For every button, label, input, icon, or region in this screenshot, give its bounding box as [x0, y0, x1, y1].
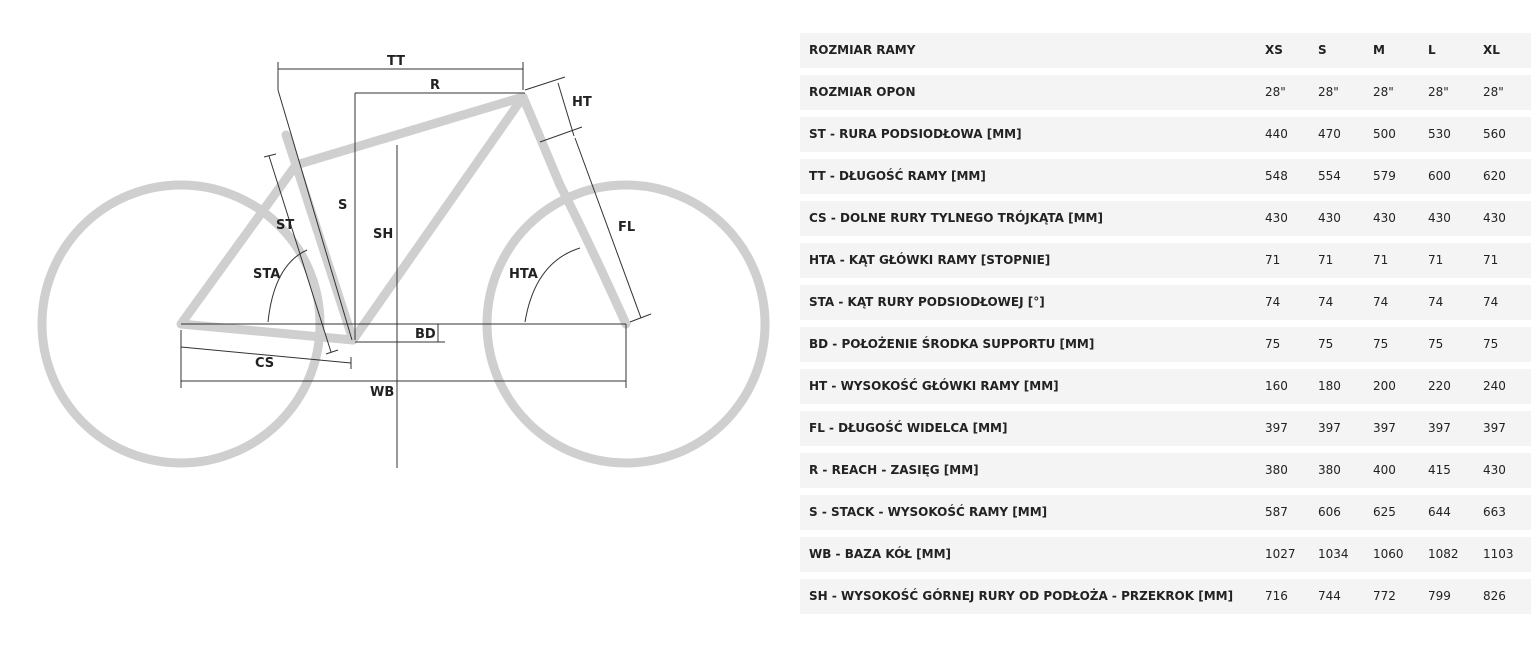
row-label: S - STACK - WYSOKOŚĆ RAMY [MM] — [800, 495, 1265, 530]
value-cell: 1027 — [1265, 537, 1318, 572]
value-cell: 826 — [1483, 579, 1531, 614]
table-row — [800, 495, 1531, 530]
value-cell: 180 — [1318, 369, 1373, 404]
value-cell: 625 — [1373, 495, 1428, 530]
value-cell: 28" — [1318, 75, 1373, 110]
row-label: ROZMIAR OPON — [800, 75, 1265, 110]
value-cell: 799 — [1428, 579, 1483, 614]
value-cell: 28" — [1483, 75, 1531, 110]
value-cell: 75 — [1265, 327, 1318, 362]
value-cell: 75 — [1318, 327, 1373, 362]
table-row — [800, 201, 1531, 236]
value-cell: 74 — [1428, 285, 1483, 320]
label-fl: FL — [618, 220, 636, 235]
size-header-cell: XS — [1265, 33, 1318, 68]
value-cell: 600 — [1428, 159, 1483, 194]
row-label: FL - DŁUGOŚĆ WIDELCA [MM] — [800, 411, 1265, 446]
value-cell: 397 — [1483, 411, 1531, 446]
table-row — [800, 369, 1531, 404]
value-cell: 440 — [1265, 117, 1318, 152]
value-cell: 644 — [1428, 495, 1483, 530]
value-cell: 500 — [1373, 117, 1428, 152]
row-label: TT - DŁUGOŚĆ RAMY [MM] — [800, 159, 1265, 194]
seat-post — [286, 135, 296, 165]
value-cell: 430 — [1318, 201, 1373, 236]
value-cell: 71 — [1428, 243, 1483, 278]
row-label: HT - WYSOKOŚĆ GŁÓWKI RAMY [MM] — [800, 369, 1265, 404]
value-cell: 430 — [1428, 201, 1483, 236]
value-cell: 28" — [1428, 75, 1483, 110]
value-cell: 1082 — [1428, 537, 1483, 572]
value-cell: 380 — [1265, 453, 1318, 488]
table-row — [800, 453, 1531, 488]
value-cell: 579 — [1373, 159, 1428, 194]
value-cell: 75 — [1428, 327, 1483, 362]
value-cell: 75 — [1483, 327, 1531, 362]
row-label: STA - KĄT RURY PODSIODŁOWEJ [°] — [800, 285, 1265, 320]
value-cell: 554 — [1318, 159, 1373, 194]
value-cell: 74 — [1483, 285, 1531, 320]
value-cell: 397 — [1318, 411, 1373, 446]
table-row — [800, 537, 1531, 572]
value-cell: 71 — [1265, 243, 1318, 278]
row-label: BD - POŁOŻENIE ŚRODKA SUPPORTU [MM] — [800, 327, 1265, 362]
value-cell: 606 — [1318, 495, 1373, 530]
value-cell: 1103 — [1483, 537, 1531, 572]
value-cell: 71 — [1483, 243, 1531, 278]
value-cell: 620 — [1483, 159, 1531, 194]
value-cell: 430 — [1483, 201, 1531, 236]
value-cell: 397 — [1373, 411, 1428, 446]
value-cell: 1060 — [1373, 537, 1428, 572]
value-cell: 530 — [1428, 117, 1483, 152]
row-label: HTA - KĄT GŁÓWKI RAMY [STOPNIE] — [800, 243, 1265, 278]
row-label: R - REACH - ZASIĘG [MM] — [800, 453, 1265, 488]
row-label: ST - RURA PODSIODŁOWA [MM] — [800, 117, 1265, 152]
label-ht: HT — [572, 95, 592, 110]
value-cell: 74 — [1318, 285, 1373, 320]
geometry-table-body — [800, 33, 1531, 614]
table-row — [800, 411, 1531, 446]
label-cs: CS — [255, 356, 275, 371]
row-label: WB - BAZA KÓŁ [MM] — [800, 537, 1265, 572]
table-row — [800, 159, 1531, 194]
table-header-row — [800, 33, 1531, 68]
value-cell: 663 — [1483, 495, 1531, 530]
label-hta: HTA — [509, 267, 538, 282]
value-cell: 380 — [1318, 453, 1373, 488]
table-row — [800, 285, 1531, 320]
label-wb: WB — [370, 385, 395, 400]
row-label: SH - WYSOKOŚĆ GÓRNEJ RURY OD PODŁOŻA - PRZEKROK [MM] — [800, 579, 1265, 614]
value-cell: 75 — [1373, 327, 1428, 362]
value-cell: 28" — [1373, 75, 1428, 110]
hta-arc — [525, 248, 580, 322]
value-cell: 397 — [1265, 411, 1318, 446]
value-cell: 28" — [1265, 75, 1318, 110]
row-label: CS - DOLNE RURY TYLNEGO TRÓJKĄTA [MM] — [800, 201, 1265, 236]
value-cell: 560 — [1483, 117, 1531, 152]
label-tt: TT — [387, 54, 406, 69]
size-header-cell: S — [1318, 33, 1373, 68]
label-bd: BD — [415, 327, 436, 342]
value-cell: 240 — [1483, 369, 1531, 404]
table-row — [800, 117, 1531, 152]
value-cell: 716 — [1265, 579, 1318, 614]
dimension-lines — [181, 62, 651, 468]
size-header-cell: XL — [1483, 33, 1531, 68]
value-cell: 470 — [1318, 117, 1373, 152]
size-header-cell: M — [1373, 33, 1428, 68]
value-cell: 430 — [1265, 201, 1318, 236]
value-cell: 1034 — [1318, 537, 1373, 572]
value-cell: 400 — [1373, 453, 1428, 488]
label-sta: STA — [253, 267, 281, 282]
size-header-cell: L — [1428, 33, 1483, 68]
geometry-table — [800, 26, 1531, 621]
row-label: ROZMIAR RAMY — [800, 33, 1265, 68]
value-cell: 220 — [1428, 369, 1483, 404]
value-cell: 71 — [1318, 243, 1373, 278]
value-cell: 160 — [1265, 369, 1318, 404]
value-cell: 415 — [1428, 453, 1483, 488]
value-cell: 74 — [1373, 285, 1428, 320]
value-cell: 587 — [1265, 495, 1318, 530]
label-r: R — [430, 78, 441, 93]
label-st: ST — [276, 218, 295, 233]
table-row — [800, 579, 1531, 614]
value-cell: 430 — [1483, 453, 1531, 488]
value-cell: 397 — [1428, 411, 1483, 446]
table-row — [800, 327, 1531, 362]
value-cell: 74 — [1265, 285, 1318, 320]
label-sh: SH — [373, 227, 394, 242]
table-row — [800, 75, 1531, 110]
label-s: S — [338, 198, 348, 213]
frame — [181, 97, 626, 340]
value-cell: 548 — [1265, 159, 1318, 194]
value-cell: 430 — [1373, 201, 1428, 236]
value-cell: 744 — [1318, 579, 1373, 614]
table-row — [800, 243, 1531, 278]
value-cell: 71 — [1373, 243, 1428, 278]
value-cell: 200 — [1373, 369, 1428, 404]
value-cell: 772 — [1373, 579, 1428, 614]
